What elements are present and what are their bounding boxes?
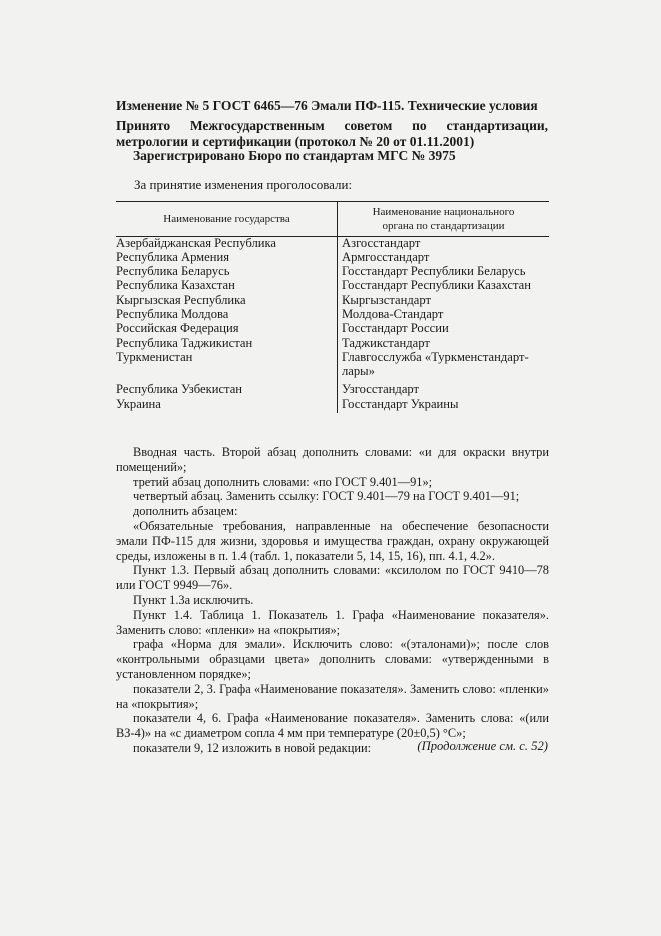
state-cell: Республика Казахстан (116, 278, 235, 292)
table-top-rule (116, 201, 549, 202)
paragraph: третий абзац дополнить словами: «по ГОСТ 9.401—91»; (133, 474, 433, 489)
paragraph: показатели 9, 12 изложить в новой редакции: (133, 740, 372, 755)
amendment-title: Изменение № 5 ГОСТ 6465—76 Эмали ПФ-115. Технические условия (116, 98, 538, 113)
state-cell: Туркменистан (116, 350, 193, 364)
paragraph: «Обязательные требования, направленные на обеспечение безопасности эмали ПФ-115 для жизни, здоровья и имущества граждан, охрану окружающей среды, изложены в п. 1.4 (табл. 1, показатели 5, 14, 15, 16), пп. 4.1, 4.2». (116, 518, 549, 563)
voted-intro: За принятие изменения проголосовали: (134, 177, 353, 192)
org-cell: Кыргызстандарт (342, 293, 431, 307)
state-cell: Республика Узбекистан (116, 382, 243, 396)
paragraph: показатели 2, 3. Графа «Наименование показателя». Заменить слово: «пленки» на «покрытия»; (116, 681, 549, 711)
paragraph: дополнить абзацем: (133, 504, 238, 519)
org-cell: Армгосстандарт (342, 250, 430, 264)
org-cell: Узгосстандарт (342, 382, 420, 396)
paragraph: Вводная часть. Второй абзац дополнить словами: «и для окраски внутри помещений»; (116, 445, 549, 474)
registration-statement: Зарегистрировано Бюро по стандартам МГС № 3975 (133, 148, 456, 163)
column-header-org-line2: органа по стандартизации (382, 220, 505, 232)
org-cell: Молдова-Стандарт (342, 307, 444, 321)
org-cell: Азгосстандарт (342, 236, 421, 250)
state-cell: Российская Федерация (116, 321, 239, 335)
org-cell: Главгосслужба «Туркменстандарт- (342, 350, 529, 364)
paragraph: Пункт 1.4. Таблица 1. Показатель 1. Графа «Наименование показателя». Заменить слово: «пленки» на «покрытия»; (116, 607, 549, 637)
state-cell: Республика Таджикистан (116, 336, 253, 350)
paragraph: четвертый абзац. Заменить ссылку: ГОСТ 9.401—79 на ГОСТ 9.401—91; (133, 489, 520, 504)
state-cell: Республика Беларусь (116, 264, 230, 278)
adopted-statement: Принято Межгосударственным советом по стандартизации, метрологии и сертификации (протокол № 20 от 01.11.2001) (116, 118, 548, 149)
state-cell: Азербайджанская Республика (116, 236, 277, 250)
org-cell: Госстандарт России (342, 321, 449, 335)
column-header-org-line1: Наименование национального (372, 206, 515, 218)
column-header-state: Наименование государства (163, 213, 290, 225)
org-cell: Госстандарт Республики Казахстан (342, 278, 531, 292)
org-cell: Госстандарт Украины (342, 397, 459, 411)
org-cell-continuation: лары» (342, 364, 375, 378)
state-cell: Республика Молдова (116, 307, 229, 321)
amendment-body (116, 445, 549, 756)
continuation-note: (Продолжение см. с. 52) (417, 739, 548, 753)
state-cell: Кыргызская Республика (116, 293, 246, 307)
paragraph: Пункт 1.3. Первый абзац дополнить словами: «ксилолом по ГОСТ 9410—78 или ГОСТ 9949—76». (116, 563, 549, 593)
org-cell: Таджикстандарт (342, 336, 430, 350)
state-cell: Республика Армения (116, 250, 230, 264)
paragraph: Пункт 1.3а исключить. (133, 592, 254, 607)
paragraph: графа «Норма для эмали». Исключить слово: «(эталонами)»; после слов «контрольными образцами цвета» дополнить словами: «утвержденными в установленном порядке»; (116, 637, 549, 681)
org-cell: Госстандарт Республики Беларусь (342, 264, 526, 278)
paragraph: показатели 4, 6. Графа «Наименование показателя». Заменить слова: «(или ВЗ-4)» на «с диаметром сопла 4 мм при температуре (20±0,5) °С»; (116, 711, 549, 741)
state-cell: Украина (116, 397, 161, 411)
